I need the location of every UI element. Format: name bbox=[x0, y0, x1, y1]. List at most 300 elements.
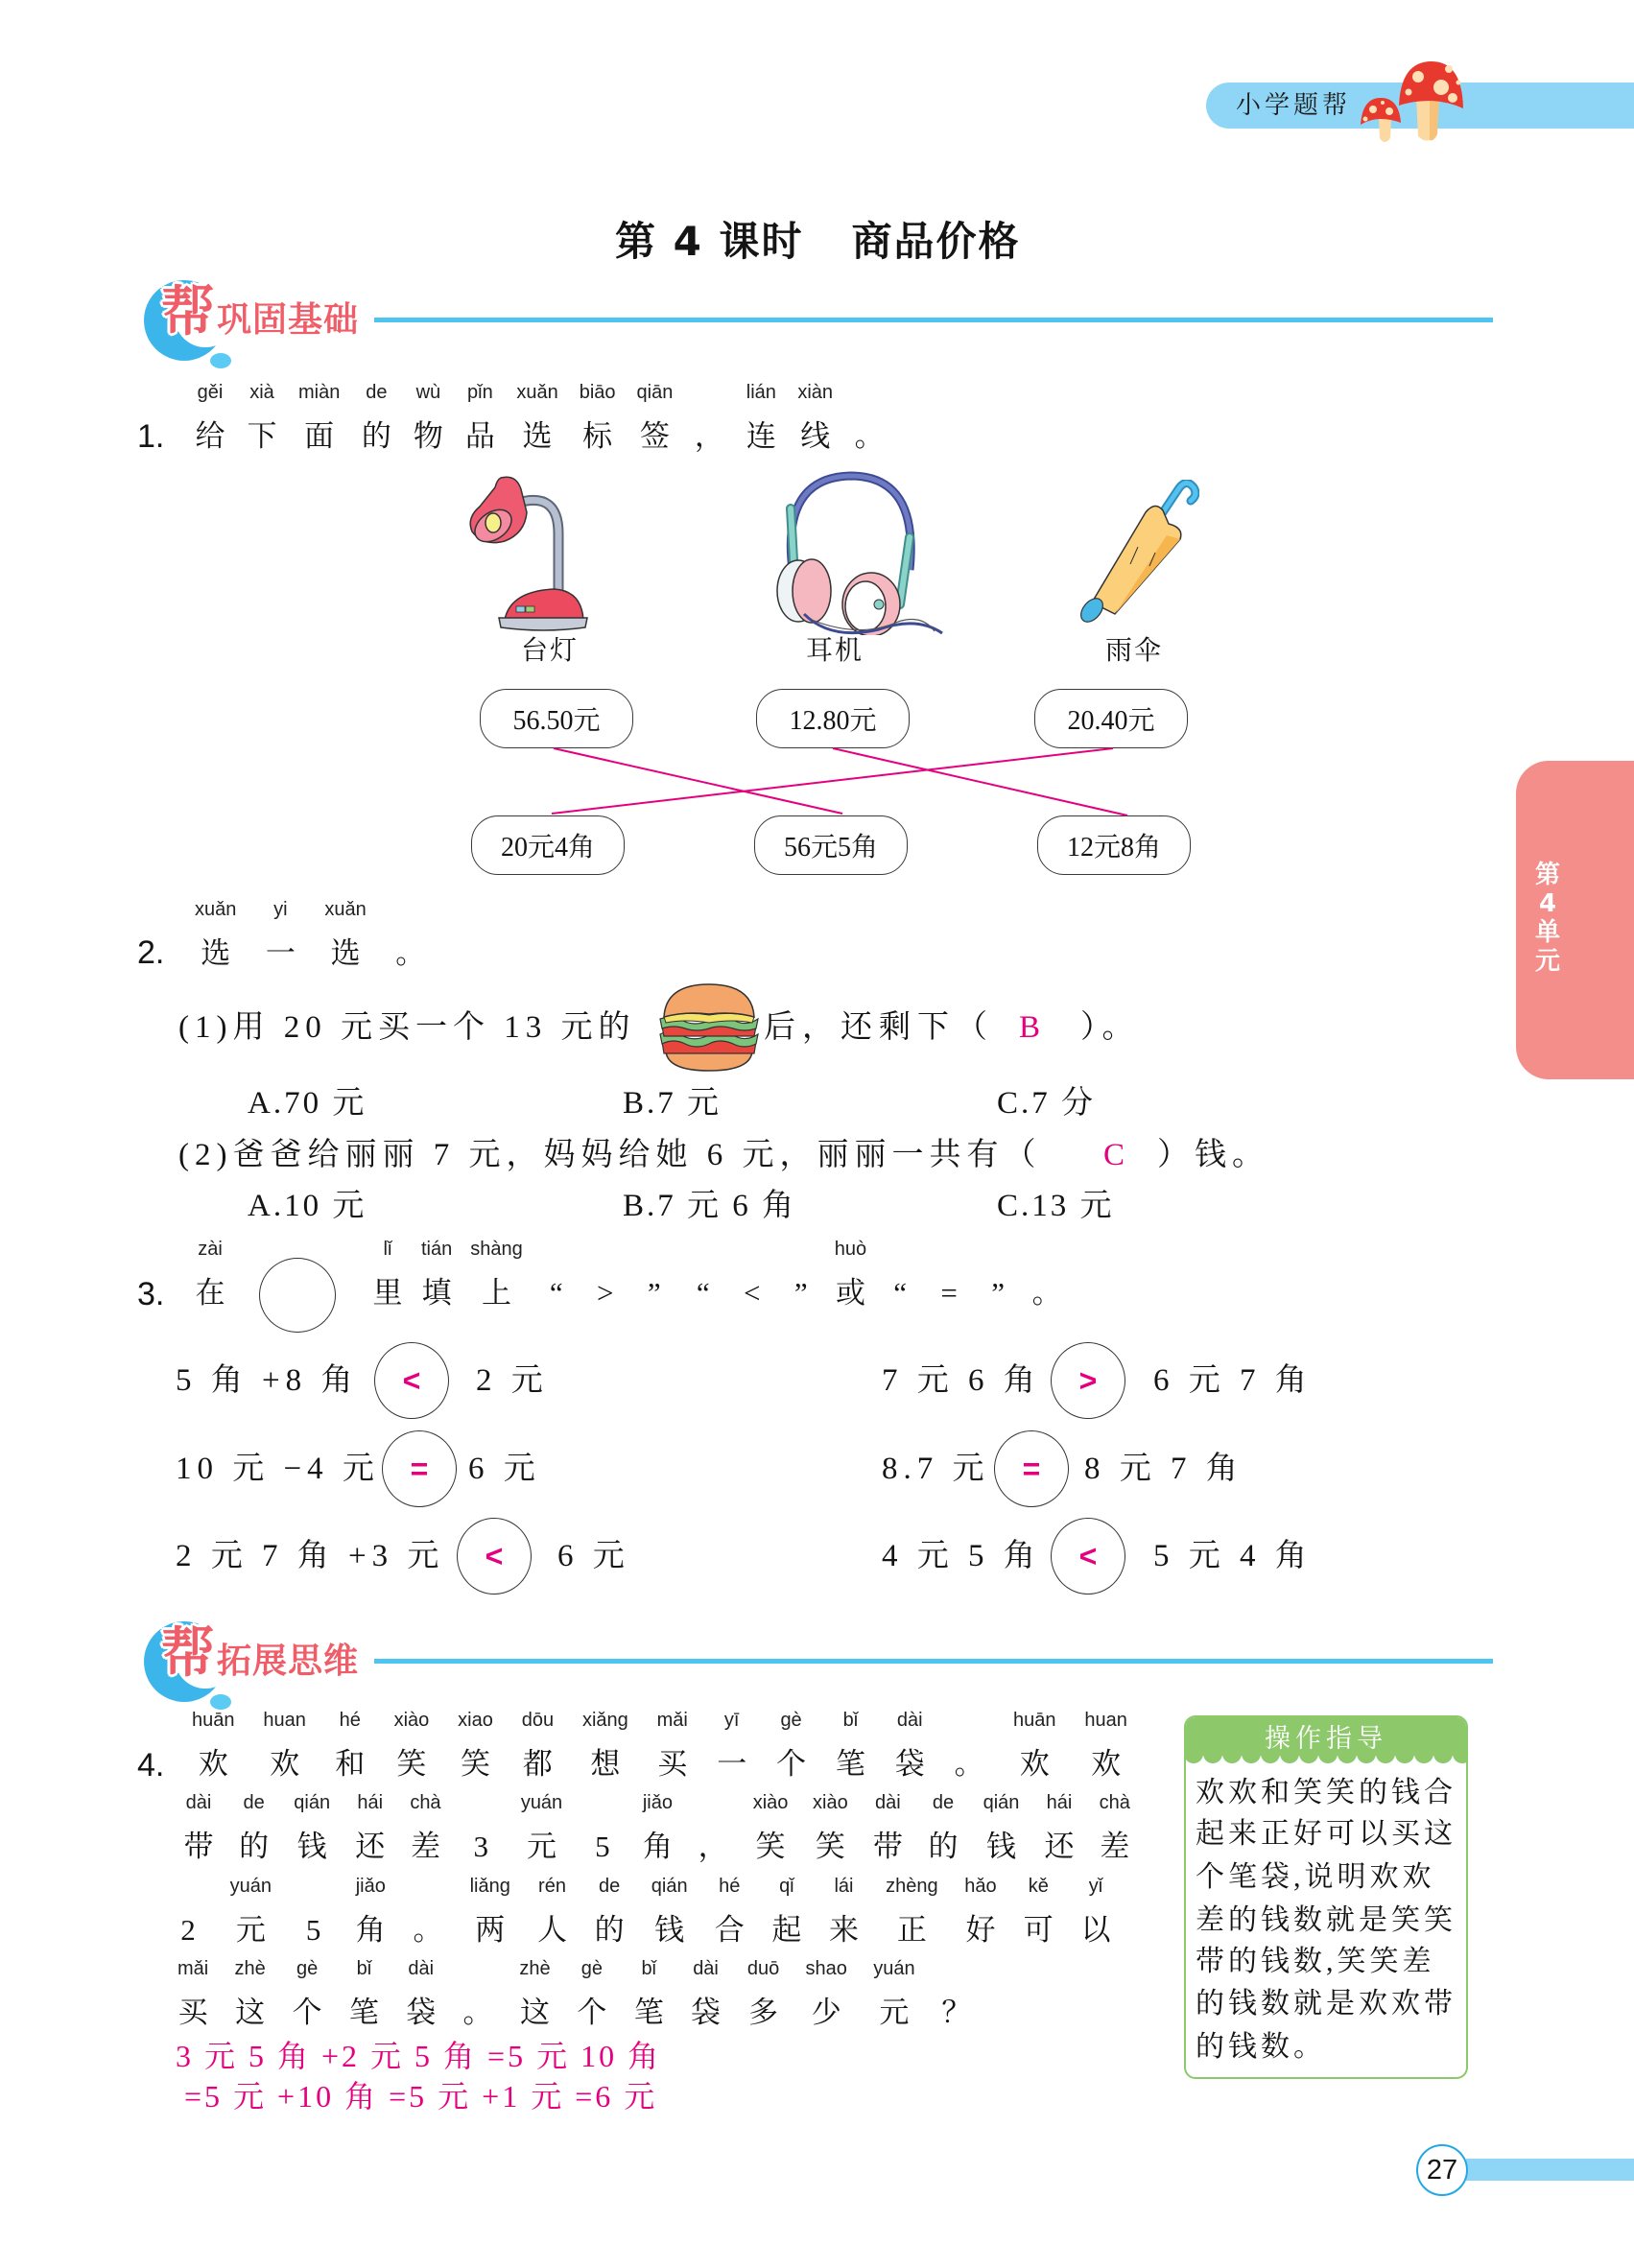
sub-question-text: (2)爸爸给丽丽 7 元，妈妈给她 6 元，丽丽一共有（ bbox=[178, 1138, 1042, 1172]
hanzi: 欢 bbox=[198, 1747, 228, 1781]
compare-left-expr: 7 元 6 角 bbox=[882, 1363, 1041, 1398]
compare-circle bbox=[1051, 1342, 1125, 1419]
pinyin-char bbox=[413, 380, 443, 453]
compare-left-expr: 8.7 元 bbox=[882, 1452, 990, 1486]
pinyin: de bbox=[243, 1792, 265, 1813]
hanzi: “ bbox=[549, 1276, 563, 1310]
pinyin-char bbox=[590, 1237, 621, 1310]
pinyin-char bbox=[688, 1237, 719, 1310]
price-tag: 56.50元 bbox=[480, 689, 633, 748]
hanzi: 欢 bbox=[1091, 1747, 1122, 1781]
question-number: 4. bbox=[137, 1747, 165, 1784]
hanzi: 元 bbox=[527, 1830, 557, 1863]
operation-guide-box bbox=[1184, 1715, 1468, 2079]
lesson-number: 第 4 课时 bbox=[615, 218, 804, 265]
unit-char: 第 bbox=[1534, 861, 1560, 889]
pinyin-char bbox=[192, 1708, 235, 1781]
pinyin: qián bbox=[651, 1876, 688, 1897]
pinyin: zhè bbox=[519, 1958, 551, 1979]
hanzi: 袋 bbox=[691, 1996, 722, 2029]
pinyin-char bbox=[195, 897, 236, 970]
pinyin-char bbox=[294, 1790, 330, 1863]
compare-circle bbox=[1051, 1518, 1125, 1595]
pinyin-char bbox=[746, 380, 776, 453]
hanzi: 角 bbox=[642, 1830, 673, 1863]
pinyin: hǎo bbox=[964, 1876, 997, 1897]
brand-title: 小学题帮 bbox=[1236, 91, 1352, 120]
pinyin: gè bbox=[296, 1958, 319, 1979]
pinyin: xiàn bbox=[797, 382, 834, 403]
pinyin-char bbox=[178, 1956, 208, 2029]
handwritten-answer: =5 元 +10 角 =5 元 +1 元 =6 元 bbox=[184, 2079, 658, 2114]
pinyin: xià bbox=[249, 382, 274, 403]
hanzi: = bbox=[940, 1276, 958, 1310]
pinyin: qián bbox=[983, 1792, 1020, 1813]
hanzi: 和 bbox=[335, 1747, 366, 1781]
pinyin: xiào bbox=[752, 1792, 789, 1813]
pinyin-char bbox=[406, 1956, 437, 2029]
pinyin-char bbox=[1084, 1708, 1127, 1781]
desk-lamp-icon bbox=[466, 474, 589, 635]
pinyin-char bbox=[771, 1874, 802, 1947]
hanzi: 选 bbox=[522, 419, 553, 453]
hanzi: 买 bbox=[657, 1747, 688, 1781]
page-footer-bar bbox=[1466, 2159, 1634, 2181]
pinyin: xuǎn bbox=[324, 899, 367, 920]
pinyin-char bbox=[797, 380, 833, 453]
compare-right-expr: 6 元 7 角 bbox=[1153, 1363, 1313, 1398]
hanzi: ” bbox=[647, 1276, 661, 1310]
hanzi: 这 bbox=[235, 1996, 266, 2029]
hanzi: 差 bbox=[1100, 1830, 1130, 1863]
pinyin: wù bbox=[415, 382, 441, 403]
compare-right-expr: 6 元 bbox=[557, 1539, 630, 1573]
sub-question-text: ）。 bbox=[1080, 1010, 1140, 1045]
hanzi: 个 bbox=[577, 1996, 607, 2029]
pinyin-char bbox=[348, 1956, 379, 2029]
option-b: B.7 元 6 角 bbox=[623, 1189, 797, 1223]
hanzi: 好 bbox=[965, 1913, 996, 1947]
question-4-line bbox=[183, 1790, 1130, 1863]
hanzi: ” bbox=[793, 1276, 808, 1310]
pinyin-char bbox=[657, 1708, 688, 1781]
headphones-icon bbox=[754, 470, 944, 635]
section-title: 巩固基础 bbox=[217, 300, 360, 340]
compare-left-expr: 10 元 −4 元 bbox=[176, 1452, 380, 1486]
pinyin-char bbox=[872, 1790, 903, 1863]
compare-left-expr: 4 元 5 角 bbox=[882, 1539, 1041, 1573]
pinyin: xiào bbox=[393, 1710, 430, 1731]
pinyin: xiao bbox=[458, 1710, 493, 1731]
pinyin-char bbox=[894, 1708, 925, 1781]
pinyin-char bbox=[298, 1874, 329, 1947]
pinyin-char bbox=[394, 1708, 430, 1781]
compare-left-expr: 5 角 +8 角 bbox=[176, 1363, 359, 1398]
hanzi: 个 bbox=[776, 1747, 807, 1781]
hanzi: 上 bbox=[482, 1276, 511, 1310]
unit-label bbox=[1533, 861, 1562, 976]
pinyin-char bbox=[195, 1237, 225, 1310]
pinyin: qǐ bbox=[779, 1876, 794, 1897]
hanzi: 。 bbox=[395, 936, 426, 970]
hanzi: 起 bbox=[771, 1913, 802, 1947]
hanzi: 连 bbox=[746, 419, 776, 453]
pinyin: miàn bbox=[298, 382, 341, 403]
hanzi: ？ bbox=[941, 1996, 972, 2029]
hanzi: 笑 bbox=[396, 1747, 427, 1781]
pinyin-char bbox=[753, 1790, 789, 1863]
hanzi: 或 bbox=[835, 1276, 865, 1310]
wavy-edge-decoration bbox=[1186, 1754, 1468, 1765]
pinyin: yuán bbox=[873, 1958, 915, 1979]
compare-answer: < bbox=[485, 1539, 504, 1573]
pinyin: chà bbox=[410, 1792, 441, 1813]
price-tag: 56元5角 bbox=[754, 815, 908, 875]
pinyin-char bbox=[747, 1956, 779, 2029]
connection-line bbox=[554, 748, 842, 814]
pinyin: yī bbox=[723, 1710, 740, 1731]
pinyin-char bbox=[776, 1708, 807, 1781]
hanzi: 带 bbox=[872, 1830, 903, 1863]
sub-question-text: ）钱。 bbox=[1157, 1138, 1269, 1172]
pinyin-char bbox=[786, 1237, 817, 1310]
pinyin-char bbox=[633, 1956, 664, 2029]
pinyin: huan bbox=[1084, 1710, 1127, 1731]
section-title: 拓展思维 bbox=[217, 1642, 360, 1681]
pinyin-char bbox=[577, 1956, 607, 2029]
pinyin-char bbox=[465, 1790, 496, 1863]
pinyin-char bbox=[885, 1237, 915, 1310]
page-title bbox=[615, 218, 1021, 265]
pinyin: chà bbox=[1099, 1792, 1130, 1813]
hanzi: 。 bbox=[462, 1996, 493, 2029]
unit-side-tab bbox=[1516, 761, 1634, 1079]
pinyin: yǐ bbox=[1088, 1876, 1103, 1897]
hanzi: ， bbox=[698, 1830, 728, 1863]
pinyin-char bbox=[1031, 1237, 1062, 1310]
pinyin-char bbox=[1013, 1708, 1056, 1781]
hanzi: 笑 bbox=[460, 1747, 490, 1781]
pinyin: dài bbox=[896, 1710, 923, 1731]
guide-text-line: 个笔袋,说明欢欢 bbox=[1196, 1861, 1435, 1893]
question-number: 1. bbox=[137, 418, 165, 455]
answer-blank-value: B bbox=[1019, 1010, 1047, 1045]
question-1-prompt bbox=[195, 380, 885, 453]
hanzi: 可 bbox=[1023, 1913, 1054, 1947]
pinyin: liǎng bbox=[469, 1876, 510, 1897]
pinyin-char bbox=[1080, 1874, 1111, 1947]
hanzi: 5 bbox=[305, 1913, 321, 1947]
compare-right-expr: 6 元 bbox=[468, 1452, 541, 1486]
pinyin-char bbox=[235, 1956, 266, 2029]
hanzi: 袋 bbox=[894, 1747, 925, 1781]
hanzi: 还 bbox=[1044, 1830, 1075, 1863]
pinyin-char bbox=[395, 897, 426, 970]
unit-char: 单 bbox=[1534, 918, 1560, 947]
pinyin-char bbox=[519, 1956, 550, 2029]
sub-question-text: (1)用 20 元买一个 13 元的 bbox=[178, 1010, 636, 1045]
pinyin-char bbox=[183, 1790, 214, 1863]
pinyin: qián bbox=[294, 1792, 331, 1813]
hanzi: 2 bbox=[180, 1913, 196, 1947]
hanzi: > bbox=[597, 1276, 614, 1310]
hanzi: 填 bbox=[421, 1276, 452, 1310]
option-a: A.10 元 bbox=[248, 1189, 367, 1223]
pinyin: huò bbox=[834, 1239, 867, 1260]
hanzi: 笔 bbox=[835, 1747, 865, 1781]
guide-text-line: 差的钱数就是笑笑 bbox=[1196, 1904, 1456, 1936]
hanzi: 给 bbox=[195, 419, 225, 453]
compare-right-expr: 5 元 4 角 bbox=[1153, 1539, 1313, 1573]
handwritten-answer: 3 元 5 角 +2 元 5 角 =5 元 10 角 bbox=[176, 2039, 662, 2073]
question-4-line bbox=[178, 1956, 972, 2029]
pinyin: gè bbox=[580, 1958, 604, 1979]
hanzi: 。 bbox=[1031, 1276, 1062, 1310]
hanzi: 。 bbox=[854, 419, 885, 453]
compare-answer: < bbox=[1078, 1539, 1098, 1573]
pinyin: duō bbox=[746, 1958, 780, 1979]
hanzi: 线 bbox=[800, 419, 831, 453]
pinyin: shàng bbox=[470, 1239, 523, 1260]
option-c: C.7 分 bbox=[997, 1086, 1097, 1121]
hanzi: 人 bbox=[536, 1913, 567, 1947]
question-2-prompt bbox=[195, 897, 426, 970]
compare-answer: = bbox=[1022, 1452, 1041, 1486]
pinyin-char bbox=[521, 1790, 562, 1863]
pinyin-char bbox=[694, 380, 724, 453]
hanzi: 在 bbox=[195, 1276, 225, 1310]
section-badge: 帮 bbox=[161, 281, 215, 343]
hanzi: 带 bbox=[183, 1830, 214, 1863]
pinyin: yuán bbox=[229, 1876, 272, 1897]
hanzi: 5 bbox=[595, 1830, 610, 1863]
pinyin-char bbox=[410, 1790, 440, 1863]
pinyin: jiǎo bbox=[355, 1876, 386, 1897]
pinyin: de bbox=[599, 1876, 621, 1897]
item-label: 台灯 bbox=[521, 636, 580, 666]
guide-text-line: 带的钱数,笑笑差 bbox=[1196, 1946, 1435, 1977]
guide-text-line: 的钱数就是欢欢带 bbox=[1196, 1988, 1456, 2020]
pinyin: lǐ bbox=[383, 1239, 392, 1260]
compare-circle bbox=[457, 1518, 532, 1595]
hanzi: 正 bbox=[896, 1913, 927, 1947]
hanzi: 个 bbox=[292, 1996, 322, 2029]
hanzi: 买 bbox=[178, 1996, 208, 2029]
pinyin: hé bbox=[719, 1876, 741, 1897]
pinyin-char bbox=[587, 1790, 618, 1863]
operation-guide-title: 操作指导 bbox=[1186, 1717, 1466, 1756]
pinyin-char bbox=[355, 1874, 386, 1947]
option-c: C.13 元 bbox=[997, 1189, 1115, 1223]
unit-char: 元 bbox=[1534, 947, 1560, 976]
pinyin-char bbox=[934, 1237, 964, 1310]
pinyin: zài bbox=[198, 1239, 223, 1260]
section-divider bbox=[374, 318, 1493, 322]
pinyin-char bbox=[263, 1708, 306, 1781]
guide-text-line: 起来正好可以买这 bbox=[1196, 1818, 1456, 1850]
pinyin: huān bbox=[1013, 1710, 1056, 1731]
guide-text-line: 的钱数。 bbox=[1196, 2031, 1326, 2063]
compare-answer: = bbox=[410, 1452, 429, 1486]
hanzi: 签 bbox=[639, 419, 670, 453]
pinyin: pǐn bbox=[467, 382, 493, 403]
question-4-line bbox=[173, 1874, 1111, 1947]
pinyin-char bbox=[516, 380, 557, 453]
pinyin-char bbox=[642, 1790, 673, 1863]
pinyin-char bbox=[737, 1237, 768, 1310]
hanzi: 想 bbox=[590, 1747, 621, 1781]
question-3-prompt-start bbox=[195, 1237, 225, 1310]
pinyin-char bbox=[983, 1790, 1020, 1863]
pinyin: xuǎn bbox=[195, 899, 237, 920]
pinyin: dài bbox=[185, 1792, 212, 1813]
matching-lines bbox=[461, 739, 1151, 825]
hanzi: “ bbox=[893, 1276, 907, 1310]
item-label: 雨伞 bbox=[1105, 636, 1164, 666]
hanzi: 。 bbox=[413, 1913, 443, 1947]
hanzi: 的 bbox=[928, 1830, 959, 1863]
hanzi: 钱 bbox=[986, 1830, 1016, 1863]
hanzi: 多 bbox=[748, 1996, 779, 2029]
hanzi: 笔 bbox=[348, 1996, 379, 2029]
pinyin: rén bbox=[538, 1876, 566, 1897]
pinyin-char bbox=[522, 1708, 554, 1781]
pinyin-char bbox=[983, 1237, 1013, 1310]
pinyin-char bbox=[835, 1237, 866, 1310]
pinyin-char bbox=[1044, 1790, 1075, 1863]
hanzi: 欢 bbox=[1019, 1747, 1050, 1781]
hanzi: 的 bbox=[239, 1830, 270, 1863]
pinyin-char bbox=[1023, 1874, 1054, 1947]
pinyin: shao bbox=[805, 1958, 847, 1979]
umbrella-icon bbox=[1071, 480, 1199, 626]
pinyin-char bbox=[247, 380, 277, 453]
hanzi: 两 bbox=[475, 1913, 506, 1947]
guide-text-line: 欢欢和笑笑的钱合 bbox=[1196, 1777, 1456, 1808]
hanzi: 元 bbox=[879, 1996, 910, 2029]
price-tag: 20.40元 bbox=[1034, 689, 1188, 748]
pinyin: yuán bbox=[520, 1792, 563, 1813]
pinyin: qiān bbox=[636, 382, 674, 403]
hanzi: 一 bbox=[717, 1747, 747, 1781]
answer-blank-value: C bbox=[1103, 1138, 1131, 1172]
pinyin: huan bbox=[263, 1710, 306, 1731]
pinyin: bǐ bbox=[356, 1958, 372, 1979]
pinyin: de bbox=[932, 1792, 955, 1813]
hanzi: 钱 bbox=[654, 1913, 685, 1947]
question-number: 2. bbox=[137, 934, 165, 971]
pinyin-char bbox=[886, 1874, 938, 1947]
pinyin: gěi bbox=[197, 382, 224, 403]
pinyin: biāo bbox=[579, 382, 616, 403]
hanzi: 这 bbox=[519, 1996, 550, 2029]
pinyin: mǎi bbox=[178, 1958, 209, 1979]
pinyin: bǐ bbox=[842, 1710, 859, 1731]
hanzi: 还 bbox=[355, 1830, 386, 1863]
compare-circle bbox=[994, 1430, 1069, 1507]
pinyin-char bbox=[698, 1790, 728, 1863]
question-3-prompt bbox=[372, 1237, 1062, 1310]
pinyin: dài bbox=[408, 1958, 435, 1979]
section-header-extension bbox=[142, 1618, 1495, 1706]
hanzi: 一 bbox=[265, 936, 296, 970]
pinyin-char bbox=[298, 380, 340, 453]
pinyin-char bbox=[464, 380, 495, 453]
pinyin-char bbox=[691, 1956, 722, 2029]
price-tag: 20元4角 bbox=[471, 815, 625, 875]
section-badge: 帮 bbox=[161, 1622, 215, 1685]
pinyin-char bbox=[324, 897, 366, 970]
pinyin-char bbox=[292, 1956, 322, 2029]
pinyin: mǎi bbox=[656, 1710, 688, 1731]
pinyin: zhèng bbox=[886, 1876, 938, 1897]
pinyin-char bbox=[239, 1790, 270, 1863]
pinyin-char bbox=[470, 1874, 510, 1947]
hanzi: 选 bbox=[330, 936, 361, 970]
hanzi: 面 bbox=[304, 419, 335, 453]
pinyin: hái bbox=[1046, 1792, 1073, 1813]
pinyin-char bbox=[355, 1790, 386, 1863]
option-b: B.7 元 bbox=[623, 1086, 722, 1121]
pinyin-char bbox=[230, 1874, 272, 1947]
pinyin: hái bbox=[357, 1792, 384, 1813]
connection-line bbox=[833, 748, 1127, 815]
connection-line bbox=[552, 748, 1113, 814]
pinyin-char bbox=[717, 1708, 747, 1781]
pinyin-char bbox=[854, 380, 885, 453]
hanzi: 合 bbox=[714, 1913, 745, 1947]
pinyin: dài bbox=[874, 1792, 901, 1813]
hanzi: 笑 bbox=[755, 1830, 786, 1863]
pinyin-char bbox=[806, 1956, 847, 2029]
pinyin: xiǎng bbox=[581, 1710, 628, 1731]
pinyin-char bbox=[1100, 1790, 1130, 1863]
hanzi: 下 bbox=[247, 419, 277, 453]
pinyin-char bbox=[265, 897, 296, 970]
pinyin: hé bbox=[339, 1710, 361, 1731]
hanzi: 差 bbox=[410, 1830, 440, 1863]
mushroom-icon bbox=[1353, 58, 1470, 146]
pinyin: xuǎn bbox=[516, 382, 558, 403]
unit-char: 4 bbox=[1538, 889, 1557, 918]
question-number: 3. bbox=[137, 1276, 165, 1312]
pinyin: gè bbox=[780, 1710, 802, 1731]
pinyin-char bbox=[372, 1237, 403, 1310]
hanzi: 品 bbox=[464, 419, 495, 453]
pinyin-char bbox=[413, 1874, 443, 1947]
hanzi: 少 bbox=[811, 1996, 841, 2029]
compare-answer: > bbox=[1078, 1363, 1098, 1398]
pinyin: jiǎo bbox=[642, 1792, 673, 1813]
section-header-basics bbox=[142, 276, 1495, 365]
hanzi: ” bbox=[991, 1276, 1005, 1310]
pinyin: dài bbox=[693, 1958, 719, 1979]
hanzi: 来 bbox=[829, 1913, 859, 1947]
hanzi: < bbox=[744, 1276, 761, 1310]
hanzi: 袋 bbox=[406, 1996, 437, 2029]
compare-circle bbox=[382, 1430, 457, 1507]
compare-right-expr: 2 元 bbox=[476, 1363, 549, 1398]
pinyin-char bbox=[580, 380, 616, 453]
price-tag: 12元8角 bbox=[1037, 815, 1191, 875]
hanzi: 3 bbox=[473, 1830, 488, 1863]
hanzi: 笑 bbox=[815, 1830, 845, 1863]
compare-circle bbox=[374, 1342, 449, 1419]
pinyin-char bbox=[541, 1237, 572, 1310]
pinyin: xiào bbox=[813, 1792, 848, 1813]
price-tag: 12.80元 bbox=[756, 689, 910, 748]
pinyin-char bbox=[637, 380, 674, 453]
